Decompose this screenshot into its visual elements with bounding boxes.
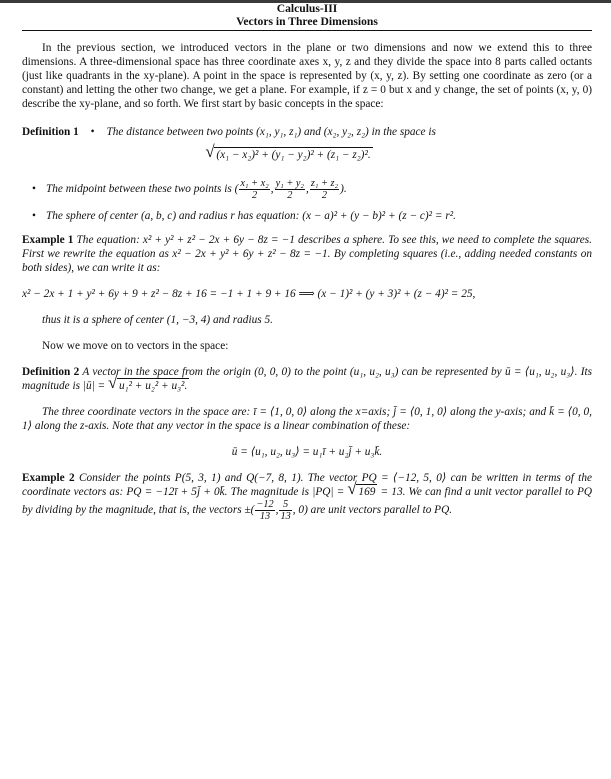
midpoint-z-fraction: $\frac{\text{z₁ + z₂}}{2}$	[310, 178, 339, 201]
course-title: Calculus-III	[276, 2, 338, 15]
document-page	[22, 2, 592, 522]
example-2: Example 2 Consider the points P(5, 3, 1) and Q(−7, 8, 1). The vector PQ = ⟨−12, 5, 0⟩ can be written in terms of the coordinate vectors as: PQ = −12ī + 5j̄ + 0k̄. The magnitude is |PQ| = √ 169 = 13. We can find a unit vector parallel to PQ by dividing by the magnitude, that is, the vectors ±( $\frac{-12}{13}$ , $\frac{5}{13}$ , 0) are unit vectors parallel to PQ.	[22, 472, 593, 522]
page-title: Vectors in Three Dimensions	[22, 15, 592, 31]
sphere-statement: • The sphere of center (a, b, c) and radius r has equation: (x − a)² + (y − b)² + (z − c)² = r².	[32, 210, 456, 222]
transition-text: Now we move on to vectors in the space:	[42, 340, 229, 352]
distance-statement: The distance between two points (x₁, y₁, z₁) and (x₂, y₂, z₂) in the space is	[106, 126, 436, 138]
midpoint-statement: • The midpoint between these two points is ( $\frac{\text{x₁ + x₂}}{2}$ , $\frac{\text{y₁ + y₂}}{2}$ , $\frac{\text{z₁ + z₂}}{2}$ ).	[32, 178, 347, 201]
midpoint-x-fraction: $\frac{\text{x₁ + x₂}}{2}$	[240, 178, 269, 201]
example-1-equation: x² − 2x + 1 + y² + 6y + 9 + z² − 8z + 16 = −1 + 1 + 9 + 16 ⟹ (x − 1)² + (y + 3)² + (z − 4)² = 25,	[22, 288, 476, 300]
example-1-conclusion: thus it is a sphere of center (1, −3, 4) and radius 5.	[42, 314, 273, 326]
sqrt-169: √ 169	[347, 479, 376, 498]
coordinate-vectors-paragraph: The three coordinate vectors in the space are: ī = ⟨1, 0, 0⟩ along the x=axis; j̄ = ⟨0, 1, 0⟩ along the y-axis; and k̄ = ⟨0, 0, 1⟩ along the z-axis. Note that any vector in the space is a linear combination of these:	[22, 406, 592, 432]
definition-1: Definition 1 • The distance between two points (x₁, y₁, z₁) and (x₂, y₂, z₂) in the space is √ (x₁ − x₂)² + (y₁ − y₂)² + (z₁ − z₂)². • The midpoint between these two points is ( $\frac{\text{x₁ + x₂}}{2}$ , $\frac{\text{y₁ + y₂}}{2}$ , $\frac{\text{z₁ + z₂}}{2}$ ). • The sphere of center (a, b, c) and radius r has equation: (x − a)² + (y − b)² + (z − c)² = r².	[22, 125, 592, 223]
definition-2: Definition 2 A vector in the space from the origin (0, 0, 0) to the point (u₁, u₂, u₃) can be represented by ū = ⟨u₁, u₂, u₃⟩. Its magnitude is |ū| = √ u₁² + u₂² + u₃².	[22, 366, 592, 392]
unit-y-fraction: $\frac{5}{13}$	[280, 499, 291, 522]
intro-paragraph: In the previous section, we introduced vectors in the plane or two dimensions and now we extend this to three dimensions. A three-dimensional space has three coordinate axes x, y, z and they divide the space into 8 parts called octants (just like quadrants in the xy-plane). A point in the space is represented by (x, y, z). By setting one coordinate as zero (or a constant) and letting the other two change, we get a plane. For example, if z = 0 but x and y change, the set of points (x, y, 0) describe the xy-plane, and so forth. We first start by basic concepts in the space:	[22, 42, 592, 110]
linear-combination: ū = ⟨u₁, u₂, u₃⟩ = u₁ī + u₂j̄ + u₃k̄.	[231, 446, 383, 458]
distance-formula: √ (x₁ − x₂)² + (y₁ − y₂)² + (z₁ − z₂)².	[205, 142, 371, 161]
magnitude-formula: √ u₁² + u₂² + u₃².	[108, 373, 188, 392]
example-1: Example 1 The equation: x² + y² + z² − 2x + 6y − 8z = −1 describes a sphere. To see this, we need to complete the squares. First we rewrite the equation as x² − 2x + y² + 6y + z² − 8z = −1. By completing squares (i.e., adding needed constants on both sides), we can write it as:	[22, 234, 593, 274]
unit-x-fraction: $\frac{-12}{13}$	[256, 499, 274, 522]
midpoint-y-fraction: $\frac{\text{y₁ + y₂}}{2}$	[275, 178, 304, 201]
definition-1-label: Definition 1	[22, 126, 79, 138]
